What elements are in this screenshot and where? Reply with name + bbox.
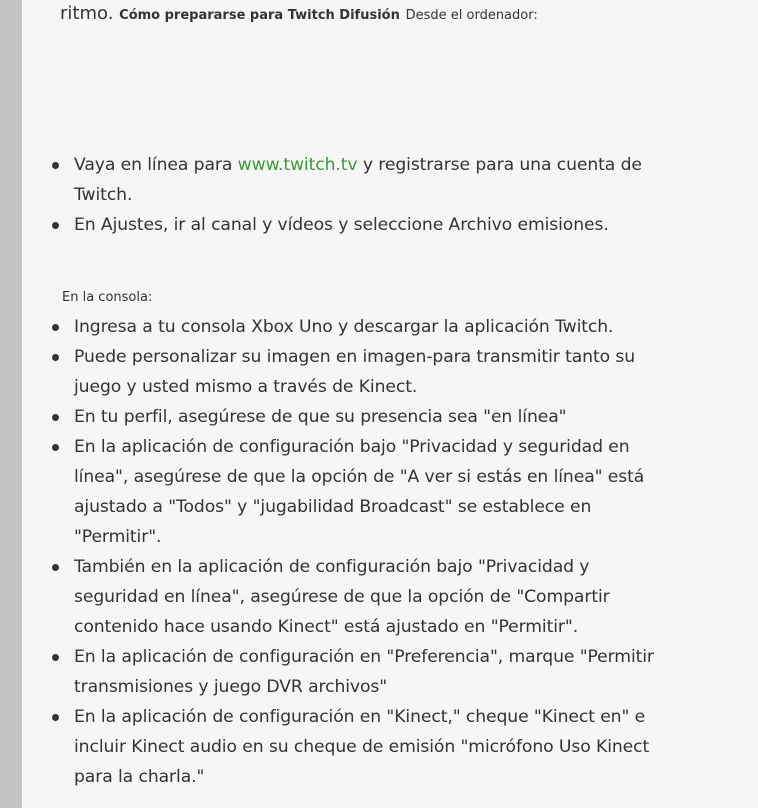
list-item xyxy=(22,312,662,342)
bullet-icon xyxy=(52,414,59,421)
list-item xyxy=(22,642,662,702)
bullet-icon xyxy=(52,564,59,571)
list-item xyxy=(22,432,662,552)
section-subtitle: Desde el ordenador: xyxy=(405,8,538,23)
console-steps-list xyxy=(22,312,662,792)
list-item xyxy=(22,702,662,792)
step-text: En tu perfil, asegúrese de que su presencia sea "en línea" xyxy=(74,407,567,427)
step-text: También en la aplicación de configuración bajo "Privacidad y seguridad en línea", asegúrese de que la opción de "Compartir contenido hace usando Kinect" está ajustado en "Permitir". xyxy=(74,557,610,637)
intro-lead-text: ritmo. xyxy=(60,3,114,24)
step-text: Puede personalizar su imagen en imagen-para transmitir tanto su juego y usted mismo a través de Kinect. xyxy=(74,347,636,397)
list-item xyxy=(22,210,662,240)
bullet-icon xyxy=(52,444,59,451)
section-title: Cómo prepararse para Twitch Difusión xyxy=(119,8,400,23)
step-text: En Ajustes, ir al canal y vídeos y seleccione Archivo emisiones. xyxy=(74,215,609,235)
step-text: y registrarse para una cuenta de Twitch. xyxy=(74,155,642,205)
step-text: Ingresa a tu consola Xbox Uno y descargar la aplicación Twitch. xyxy=(74,317,614,337)
bullet-icon xyxy=(52,222,59,229)
bullet-icon xyxy=(52,654,59,661)
article-content xyxy=(22,0,758,808)
bullet-icon xyxy=(52,354,59,361)
left-scroll-gutter xyxy=(0,0,22,808)
list-item xyxy=(22,342,662,402)
console-heading: En la consola: xyxy=(62,290,153,305)
bullet-icon xyxy=(52,324,59,331)
bullet-icon xyxy=(52,714,59,721)
step-text: En la aplicación de configuración en "Kinect," cheque "Kinect en" e incluir Kinect audio en su cheque de emisión "micrófono Uso Kinect para la charla." xyxy=(74,707,650,787)
list-item xyxy=(22,150,662,210)
list-item xyxy=(22,402,662,432)
step-text: En la aplicación de configuración bajo "Privacidad y seguridad en línea", asegúrese de que la opción de "A ver si estás en línea" está ajustado a "Todos" y "jugabilidad Broadcast" se establece en "Permitir". xyxy=(74,437,645,547)
list-item xyxy=(22,552,662,642)
bullet-icon xyxy=(52,162,59,169)
twitch-link[interactable]: www.twitch.tv xyxy=(237,155,358,175)
step-text: Vaya en línea para xyxy=(74,155,238,175)
computer-steps-list xyxy=(22,150,662,240)
intro-line xyxy=(60,2,538,28)
step-text: En la aplicación de configuración en "Preferencia", marque "Permitir transmisiones y juego DVR archivos" xyxy=(74,647,654,697)
